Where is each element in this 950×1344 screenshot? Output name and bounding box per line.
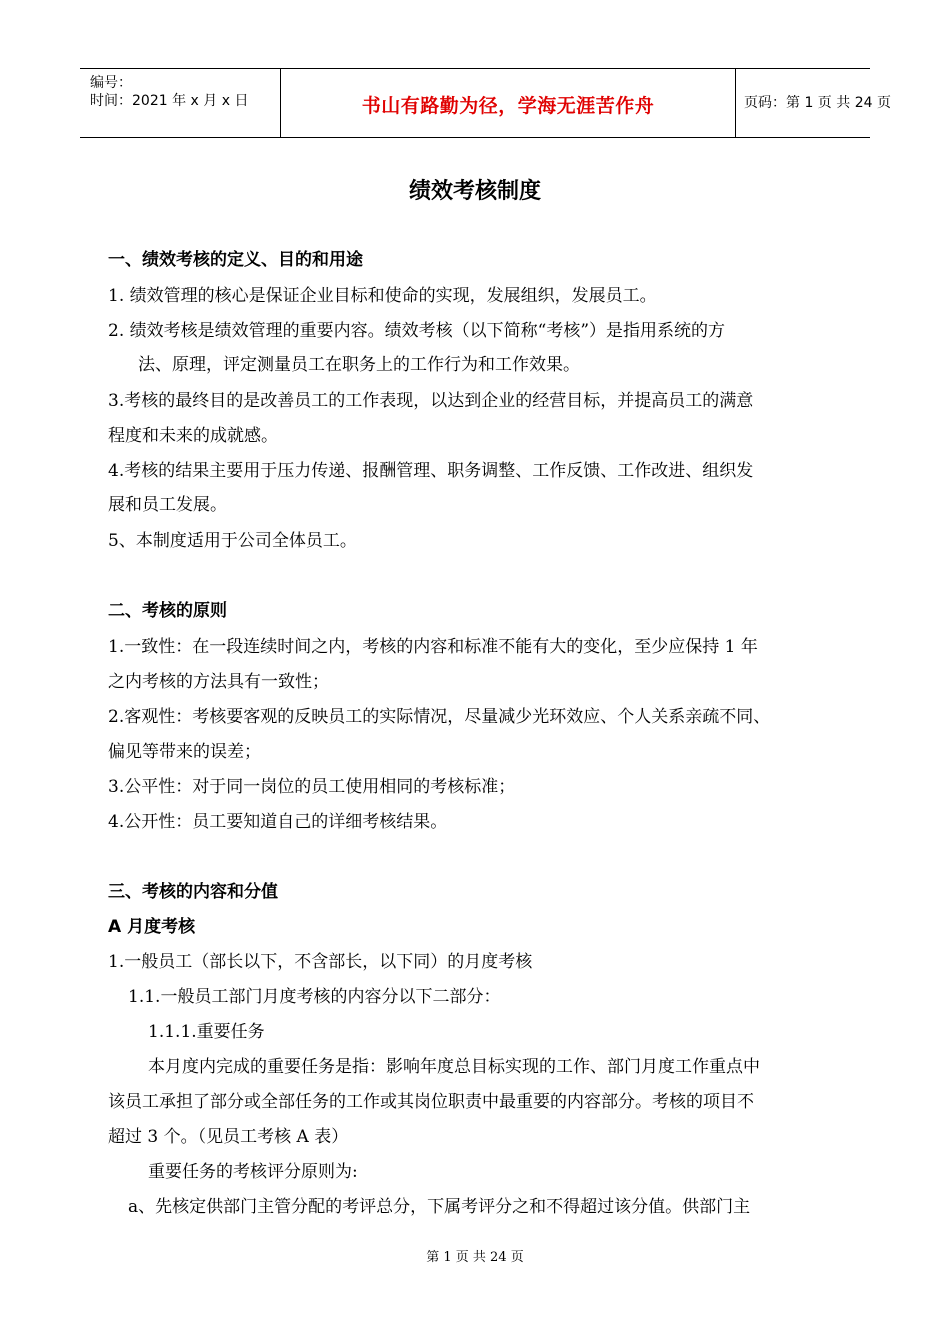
section1-line: 5、本制度适用于公司全体员工。 — [108, 531, 357, 551]
section3-heading: 三、考核的内容和分值 — [108, 882, 278, 902]
serial-label: 编号： — [90, 75, 132, 91]
section1-line: 1. 绩效管理的核心是保证企业目标和使命的实现，发展组织，发展员工。 — [108, 286, 657, 306]
section1-line: 2. 绩效考核是绩效管理的重要内容。绩效考核（以下简称“考核”）是指用系统的方 — [108, 321, 726, 341]
page-footer: 第 1 页 共 24 页 — [426, 1250, 524, 1265]
section1-line: 展和员工发展。 — [108, 495, 227, 515]
section3-line: 重要任务的考核评分原则为: — [148, 1162, 358, 1182]
motto-text: 书山有路勤为径，学海无涯苦作舟 — [361, 95, 655, 117]
section2-line: 3.公平性：对于同一岗位的员工使用相同的考核标准； — [108, 777, 516, 797]
section3-line: a、先核定供部门主管分配的考评总分，下属考评分之和不得超过该分值。供部门主 — [128, 1197, 751, 1217]
section1-line: 法、原理，评定测量员工在职务上的工作行为和工作效果。 — [138, 355, 580, 375]
section2-line: 偏见等带来的误差； — [108, 742, 261, 762]
section3-line: 1.一般员工（部长以下，不含部长，以下同）的月度考核 — [108, 952, 533, 972]
document-title: 绩效考核制度 — [408, 179, 541, 204]
section3-line: 该员工承担了部分或全部任务的工作或其岗位职责中最重要的内容部分。考核的项目不 — [108, 1092, 754, 1112]
header-right-cell — [734, 69, 891, 137]
date-label: 时间：2021 年 x 月 x 日 — [90, 93, 249, 109]
header-motto-cell — [280, 69, 736, 137]
section3-line: 超过 3 个。（见员工考核 A 表） — [108, 1127, 349, 1147]
section2-heading: 二、考核的原则 — [108, 601, 227, 621]
header-left-cell — [80, 69, 280, 137]
section3-line: 本月度内完成的重要任务是指：影响年度总目标实现的工作、部门月度工作重点中 — [148, 1057, 760, 1077]
document-header — [80, 68, 891, 138]
section3-subheading: A 月度考核 — [108, 917, 196, 937]
section2-line: 2.客观性：考核要客观的反映员工的实际情况，尽量减少光环效应、个人关系亲疏不同、 — [108, 707, 771, 727]
section1-line: 4.考核的结果主要用于压力传递、报酬管理、职务调整、工作反馈、工作改进、组织发 — [108, 461, 754, 481]
section1-line: 3.考核的最终目的是改善员工的工作表现，以达到企业的经营目标，并提高员工的满意 — [108, 391, 754, 411]
page-info: 页码：第 1 页 共 24 页 — [744, 95, 891, 111]
section1-heading: 一、绩效考核的定义、目的和用途 — [108, 250, 363, 270]
section1-line: 程度和未来的成就感。 — [108, 426, 278, 446]
section3-line: 1.1.1.重要任务 — [148, 1022, 265, 1042]
section3-line: 1.1.一般员工部门月度考核的内容分以下二部分： — [128, 987, 501, 1007]
section2-line: 之内考核的方法具有一致性； — [108, 672, 329, 692]
section2-line: 1.一致性：在一段连续时间之内，考核的内容和标准不能有大的变化，至少应保持 1 年 — [108, 637, 758, 657]
section2-line: 4.公开性：员工要知道自己的详细考核结果。 — [108, 812, 448, 832]
